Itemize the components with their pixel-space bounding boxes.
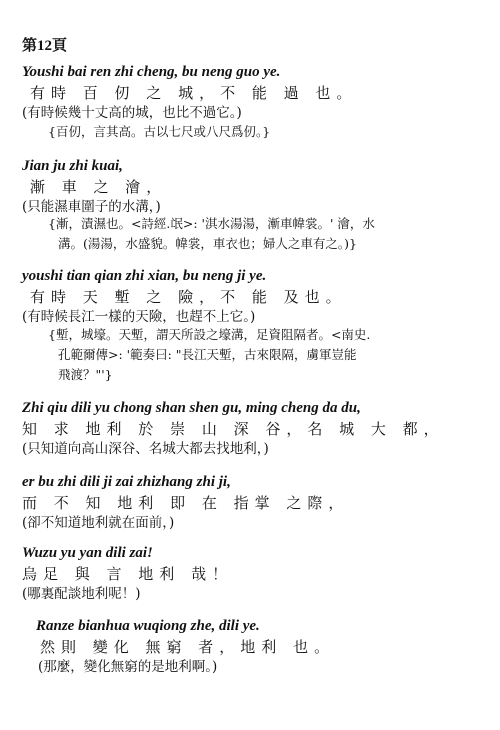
pinyin-line: er bu zhi dili ji zai zhizhang zhi ji, [22, 474, 231, 490]
note-line: 孔範爾傳>: '範奏曰: "長江天塹，古來限隔，虜軍豈能 [58, 347, 357, 362]
pinyin-line: Jian ju zhi kuai, [22, 158, 123, 174]
translation-line: (那麼，變化無窮的是地利啊。) [38, 659, 218, 675]
pinyin-line: youshi tian qian zhi xian, bu neng ji ye. [22, 268, 267, 284]
chinese-line: 而 不 知 地利 即 在 指掌 之際， [22, 494, 350, 512]
pinyin-line: Ranze bianhua wuqiong zhe, dili ye. [36, 618, 260, 634]
note-line: {百仞，言其高。古以七尺或八尺爲仞。} [48, 124, 271, 139]
note-line: 飛渡？"'} [58, 367, 113, 382]
chinese-line: 烏足 與 言 地利 哉！ [22, 565, 234, 583]
translation-line: (只能濕車圍子的水溝，) [22, 199, 161, 215]
translation-line: (有時候幾十丈高的城，也比不過它。) [22, 105, 242, 121]
pinyin-line: Zhi qiu dili yu chong shan shen gu, ming cheng da du, [22, 400, 361, 416]
chinese-line: 漸 車 之 澮， [30, 178, 168, 196]
pinyin-line: Youshi bai ren zhi cheng, bu neng guo ye. [22, 64, 281, 80]
chinese-line: 知 求 地利 於 崇 山 深 谷，名 城 大 都， [22, 420, 445, 438]
chinese-line: 有時 天 塹 之 險，不 能 及也。 [30, 288, 347, 306]
translation-line: (只知道向高山深谷、名城大都去找地利，) [22, 441, 269, 457]
pinyin-line: Wuzu yu yan dili zai! [22, 545, 153, 561]
translation-line: (有時候長江一樣的天險，也趕不上它。) [22, 309, 256, 325]
note-line: {漸，漬濕也。<詩經.氓>: '淇水湯湯，漸車幃裳。' 澮，水 [48, 216, 375, 231]
translation-line: (卻不知道地利就在面前，) [22, 515, 175, 531]
note-line: {塹，城壕。天塹，謂天所設之壕溝，足資阻隔者。<南史. [48, 327, 371, 342]
page-label: 第12頁 [22, 38, 68, 54]
note-line: 溝。(湯湯，水盛貌。幃裳，車衣也；婦人之車有之。)} [58, 236, 357, 251]
chinese-line: 有時 百 仞 之 城，不 能 過 也。 [30, 84, 358, 102]
chinese-line: 然則 變化 無窮 者，地利 也。 [40, 638, 336, 656]
translation-line: (哪裏配談地利呢！) [22, 586, 141, 602]
